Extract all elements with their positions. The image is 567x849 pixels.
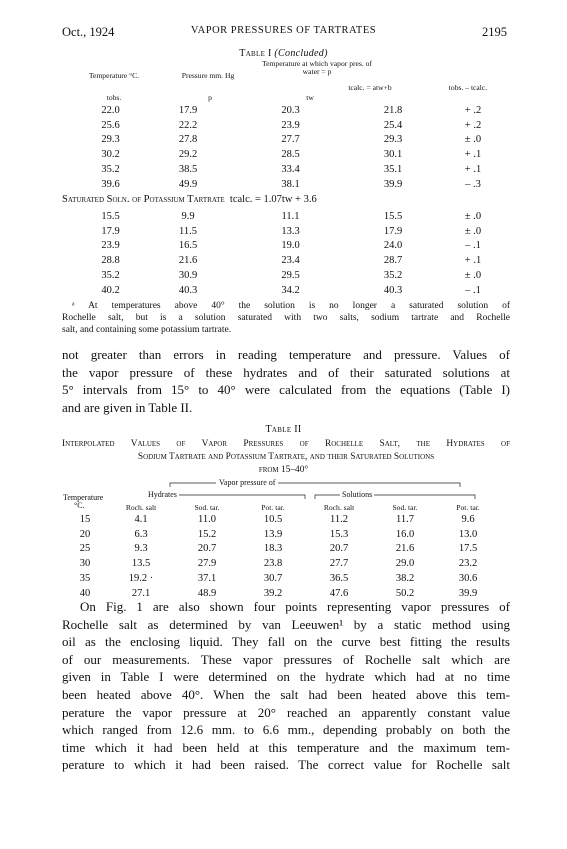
paragraph-line: time which it had been held at this temperature and the maximum tem- xyxy=(62,739,510,755)
table1-rows-b xyxy=(83,209,503,298)
table-cell: 11.2 xyxy=(330,513,348,525)
table2-hydrates-label: Hydrates xyxy=(148,490,177,499)
footnote-line: salt, and containing some potassium tartrate. xyxy=(62,325,232,335)
table-cell: 30.1 xyxy=(383,149,403,161)
table-cell: 21.8 xyxy=(383,104,403,116)
table1-header-tw: Temperature at which vapor pres. of water = p xyxy=(262,59,372,76)
table-row xyxy=(62,571,498,586)
table-cell: 35.2 xyxy=(383,270,403,282)
table-cell: 23.8 xyxy=(263,558,283,570)
table1-rows-a xyxy=(83,103,503,192)
table-cell: 13.0 xyxy=(458,528,478,540)
paragraph-line: and are given in Table II. xyxy=(62,399,193,415)
table-cell: 6.3 xyxy=(134,528,148,540)
table-cell: ± .0 xyxy=(464,134,482,146)
table-cell: 38.2 xyxy=(395,573,415,585)
table-cell: 23.9 xyxy=(281,119,300,131)
table-cell: 35.1 xyxy=(383,164,403,176)
table-cell: 37.1 xyxy=(197,573,217,585)
table1-caption-label: Table I xyxy=(239,48,272,59)
table-cell: 17.9 xyxy=(178,104,198,116)
table-cell: 29.0 xyxy=(395,558,415,570)
table-cell: 16.5 xyxy=(178,240,198,252)
table-cell: – .1 xyxy=(465,240,481,252)
table1-header-pressure: Pressure mm. Hg xyxy=(181,71,235,80)
table-cell: 27.1 xyxy=(131,587,151,599)
table-cell: 15.5 xyxy=(101,210,120,222)
paragraph-line: On Fig. 1 are also shown four points representing vapor pressures of xyxy=(80,599,510,614)
paragraph-line: the vapor pressure of these hydrates and of their saturated solutions at xyxy=(62,364,510,380)
paragraph-line: oil as the enclosing liquid. They fall on the curve best fitting the results xyxy=(62,634,510,650)
table1-symbol-tw: tw xyxy=(306,93,314,102)
table-cell: 35.2 xyxy=(101,164,120,176)
paragraph-line: which ranged from 12.6 mm. to 6.6 mm., depending probably on both the xyxy=(62,722,510,738)
table-cell: 27.8 xyxy=(178,134,198,146)
paragraph-line: Rochelle salt as determined by van Leeuwen¹ by a static method using xyxy=(62,616,510,632)
table-row xyxy=(83,283,503,298)
table-cell: 39.9 xyxy=(383,178,403,190)
table-cell: – .1 xyxy=(465,284,481,296)
table-row xyxy=(83,253,503,268)
table2-title-line-3: from 15–40° xyxy=(258,465,309,475)
table-cell: 13.3 xyxy=(281,225,300,237)
table-cell: 39.6 xyxy=(101,178,120,190)
table1-header-tcalc: tcalc. = atw+b xyxy=(348,83,392,92)
table-cell: 15.2 xyxy=(197,528,217,540)
table2-temp-header: Temperature xyxy=(63,493,104,502)
table-cell: 29.5 xyxy=(281,270,300,282)
paragraph-line: 5° intervals from 15° to 40° were calculated from the equations (Table I) xyxy=(62,382,510,398)
table-cell: 15 xyxy=(79,513,91,525)
table-cell: 30 xyxy=(79,558,91,570)
paragraph-line: of our measurements. These vapor pressures of Rochelle salt which are xyxy=(62,651,510,667)
subheader: Sod. tar. xyxy=(194,502,220,512)
table-cell: 20.3 xyxy=(281,104,300,116)
table-cell: 38.1 xyxy=(281,178,300,190)
table-cell: – .3 xyxy=(465,178,481,190)
table-cell: 40.2 xyxy=(101,284,120,296)
running-header-date: Oct., 1924 xyxy=(62,25,115,39)
table-cell: 48.9 xyxy=(197,587,217,599)
table-cell: 39.2 xyxy=(263,587,283,599)
table-cell: + .1 xyxy=(464,164,482,176)
table-cell: 11.7 xyxy=(396,513,414,525)
table-cell: 17.9 xyxy=(383,225,403,237)
subheader: Roch. salt xyxy=(323,502,355,512)
subheader: Sod. tar. xyxy=(392,502,418,512)
table-cell: 21.6 xyxy=(395,543,415,555)
table-cell: 35 xyxy=(79,573,91,585)
table-cell: 17.9 xyxy=(101,225,120,237)
subheader: Roch. salt xyxy=(125,502,157,512)
table2-rows xyxy=(62,512,498,601)
table-cell: 38.5 xyxy=(178,164,198,176)
table-cell: 27.7 xyxy=(329,558,349,570)
table1-caption xyxy=(0,48,567,59)
table-row xyxy=(62,527,498,542)
table-cell: 17.5 xyxy=(458,543,478,555)
table2-caption xyxy=(0,424,567,435)
table-row xyxy=(83,103,503,118)
table-cell: 18.3 xyxy=(263,543,283,555)
table-cell: 50.2 xyxy=(395,587,415,599)
table-cell: 47.6 xyxy=(329,587,349,599)
table-row xyxy=(83,177,503,192)
table-cell: ± .0 xyxy=(464,210,482,222)
table-cell: 29.3 xyxy=(101,134,120,146)
page-number: 2195 xyxy=(482,25,507,39)
table-cell: 4.1 xyxy=(134,513,148,525)
table-cell: 13.9 xyxy=(263,528,283,540)
table-cell: 11.5 xyxy=(179,225,197,237)
table-row xyxy=(62,512,498,527)
table2-solutions-label: Solutions xyxy=(342,490,373,499)
paragraph-line: given in Table I were determined on the hydrate which had at no time xyxy=(62,669,510,685)
table-row xyxy=(83,162,503,177)
table-cell: 9.6 xyxy=(461,513,475,525)
table1-section-label xyxy=(62,194,317,205)
subheader: Pot. tar. xyxy=(261,502,285,512)
table-cell: 22.2 xyxy=(178,119,198,131)
paragraph-2 xyxy=(62,598,510,774)
table-row xyxy=(62,556,498,571)
table-cell: 27.9 xyxy=(197,558,217,570)
table1-header-temperature: Temperature °C. xyxy=(88,71,140,80)
table1-section-equation: tcalc. = 1.07tw + 3.6 xyxy=(229,194,317,205)
table-cell: 30.2 xyxy=(101,149,120,161)
table-row xyxy=(62,542,498,557)
table-cell: 29.2 xyxy=(178,149,198,161)
footnote-line: Rochelle salt, but is a solution saturated with two salts, sodium tartrate and Rochelle xyxy=(62,313,510,323)
table-row xyxy=(83,239,503,254)
table-cell: 13.5 xyxy=(131,558,151,570)
table-cell: 20.7 xyxy=(197,543,217,555)
table-cell: 25.4 xyxy=(383,119,403,131)
table-cell: 27.7 xyxy=(281,134,300,146)
table-cell: + .2 xyxy=(464,104,482,116)
table-row xyxy=(83,268,503,283)
table-cell: 11.0 xyxy=(198,513,216,525)
table-cell: 19.0 xyxy=(281,240,300,252)
table-cell: 49.9 xyxy=(178,178,198,190)
table2-caption-label: Table II xyxy=(265,424,302,435)
table2-group-header: Vapor pressure of xyxy=(216,478,278,487)
table-row xyxy=(83,133,503,148)
table-cell: 33.4 xyxy=(281,164,300,176)
table-cell: 30.7 xyxy=(263,573,283,585)
table-row xyxy=(83,209,503,224)
table-cell: 24.0 xyxy=(383,240,403,252)
table-cell: + .2 xyxy=(464,119,482,131)
subheader: Pot. tar. xyxy=(456,502,480,512)
table-cell: 20 xyxy=(79,528,91,540)
table2-title-line-1: Interpolated Values of Vapor Pressures of Rochelle Salt, the Hydrates of xyxy=(62,439,510,449)
table-cell: 22.0 xyxy=(101,104,120,116)
table-cell: 23.9 xyxy=(101,240,120,252)
table-cell: 40 xyxy=(79,587,91,599)
table-row xyxy=(83,118,503,133)
table-cell: 9.3 xyxy=(134,543,148,555)
table-cell: 28.8 xyxy=(101,255,120,267)
table1-section-title: Saturated Soln. of Potassium Tartrate xyxy=(62,194,225,205)
table-cell: 36.5 xyxy=(329,573,349,585)
paragraph-line: perature to which it had been raised. The correct value for Rochelle salt xyxy=(62,757,510,773)
table-cell: ± .0 xyxy=(464,225,482,237)
table-cell: 15.3 xyxy=(329,528,349,540)
table1-symbol-p: p xyxy=(208,93,212,102)
table-cell: + .1 xyxy=(464,149,482,161)
table1-header-diff: tobs. – tcalc. xyxy=(448,83,488,92)
table-row xyxy=(83,147,503,162)
table1-symbol-tobs: tobs. xyxy=(106,93,122,102)
table-cell: 28.5 xyxy=(281,149,300,161)
table2-temp-unit: °C. xyxy=(74,501,85,510)
table-cell: 40.3 xyxy=(178,284,198,296)
table-cell: 23.2 xyxy=(458,558,478,570)
table-cell: 11.1 xyxy=(281,210,300,222)
table-row xyxy=(83,224,503,239)
paragraph-line: perature the vapor pressure at 20° reached an apparently constant value xyxy=(62,704,510,720)
running-header-title: VAPOR PRESSURES OF TARTRATES xyxy=(190,25,377,36)
table-cell: 29.3 xyxy=(383,134,403,146)
table1-footnote xyxy=(62,300,510,336)
table-cell: 34.2 xyxy=(281,284,300,296)
table-cell: 35.2 xyxy=(101,270,120,282)
table-cell: 28.7 xyxy=(383,255,403,267)
table-cell: 30.6 xyxy=(458,573,478,585)
table-cell: 16.0 xyxy=(395,528,415,540)
footnote-line: ᵃ At temperatures above 40° the solution is no longer a saturated solution of xyxy=(72,301,510,311)
table-cell: ± .0 xyxy=(464,270,482,282)
table-cell: 30.9 xyxy=(178,270,198,282)
table-cell: 25 xyxy=(79,543,91,555)
table2-title-line-2: Sodium Tartrate and Potassium Tartrate, and their Saturated Solutions xyxy=(137,452,435,462)
paragraph-line: been heated above 40°. When the salt had been heated above this tem- xyxy=(62,686,510,702)
table-cell: 19.2 · xyxy=(128,573,154,585)
table-cell: 9.9 xyxy=(181,210,195,222)
table-cell: 20.7 xyxy=(329,543,349,555)
table-cell: 23.4 xyxy=(281,255,300,267)
table-cell: 10.5 xyxy=(263,513,283,525)
table-cell: 21.6 xyxy=(178,255,198,267)
table-cell: + .1 xyxy=(464,255,482,267)
table-cell: 40.3 xyxy=(383,284,403,296)
table-cell: 39.9 xyxy=(458,587,478,599)
table-cell: 25.6 xyxy=(101,119,120,131)
table1-caption-suffix: (Concluded) xyxy=(274,48,328,59)
table-cell: 15.5 xyxy=(383,210,403,222)
paragraph-1 xyxy=(62,346,510,416)
paragraph-line: not greater than errors in reading temperature and pressure. Values of xyxy=(62,347,510,362)
